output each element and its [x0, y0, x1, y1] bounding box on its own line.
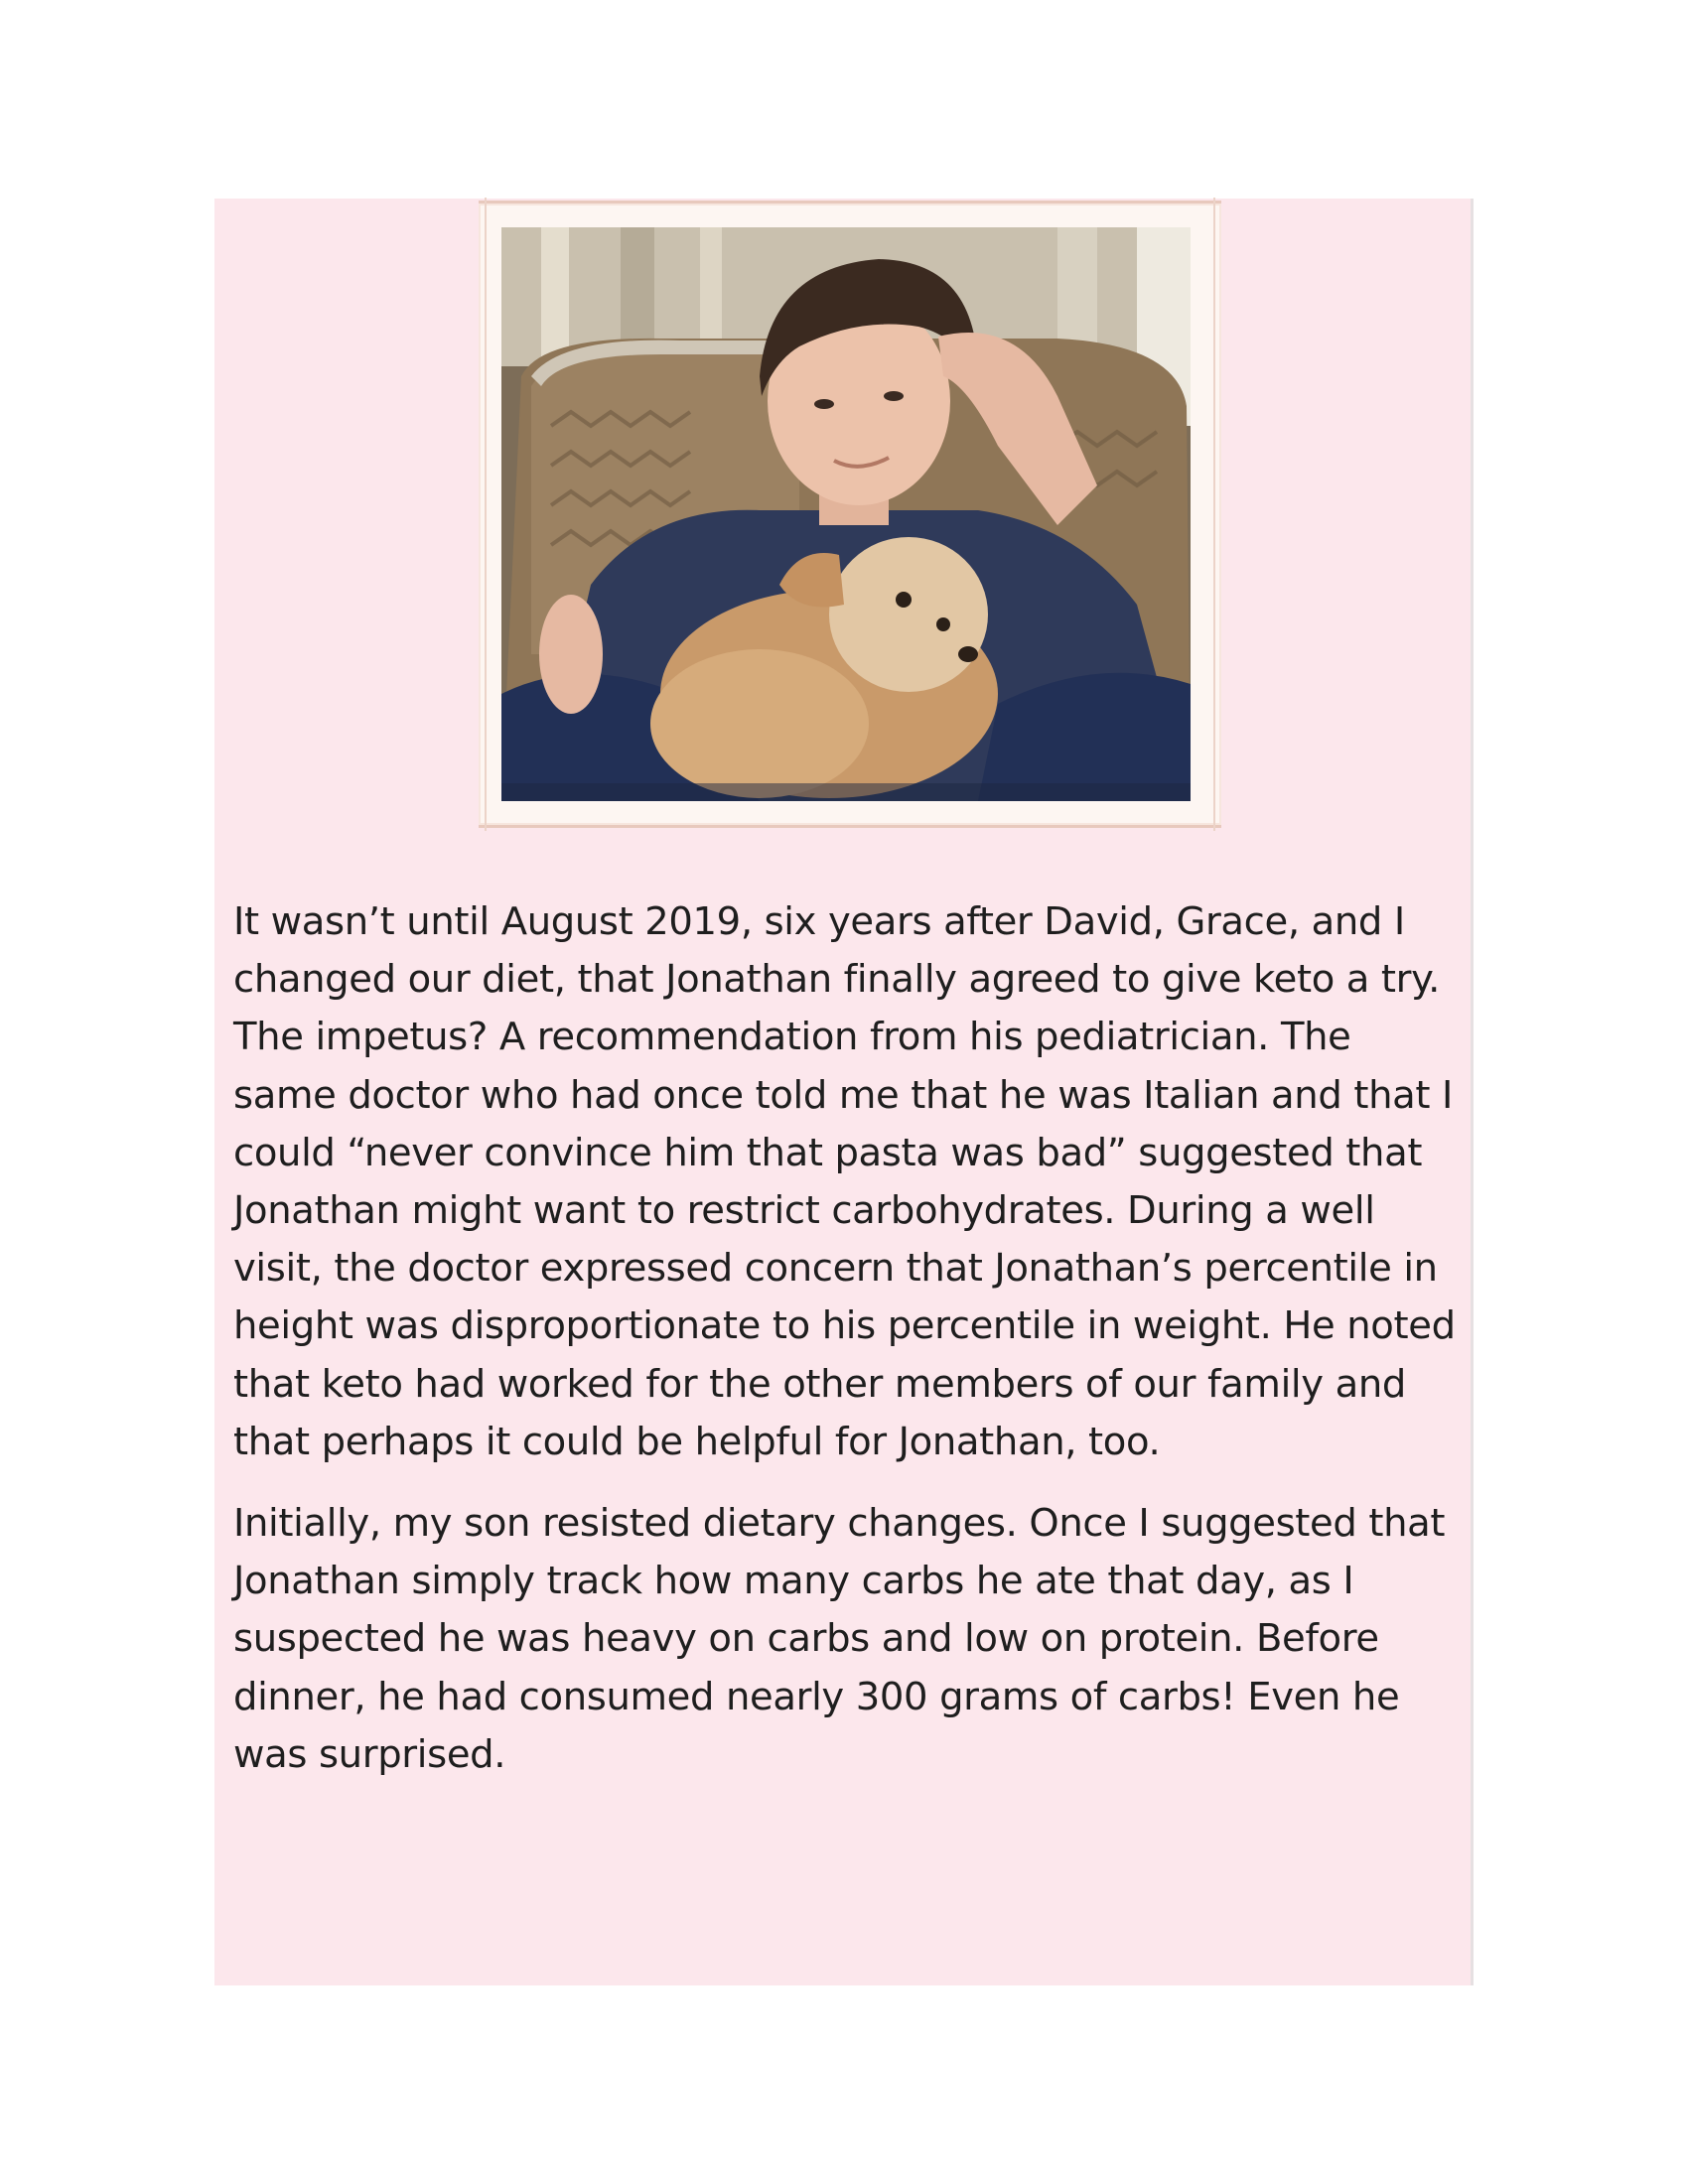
paragraph-1: It wasn’t until August 2019, six years after David, Grace, and I changed our diet, that Jonathan finally agreed to give keto a try. The impetus? A recommendation from his pediatrician. The same doctor who had once told me that he was Italian and that I could “never convince him that pasta was bad” suggested that Jonathan might want to restrict carbohydrates. During a well visit, the doctor expressed concern that Jonathan’s percentile in height was disproportionate to his percentile in weight. He noted that keto had worked for the other members of our family and that perhaps it could be helpful for Jonathan, too. [233, 899, 1456, 1464]
article-body [233, 893, 1465, 1808]
paragraph-2: Initially, my son resisted dietary changes. Once I suggested that Jonathan simply track how many carbs he ate that day, as I suspected he was heavy on carbs and low on protein. Before dinner, he had consumed nearly 300 grams of carbs! Even he was surprised. [233, 1501, 1446, 1777]
page-panel [214, 199, 1474, 1985]
photo-frame [479, 201, 1221, 828]
boy-with-dog-photo [501, 227, 1191, 801]
